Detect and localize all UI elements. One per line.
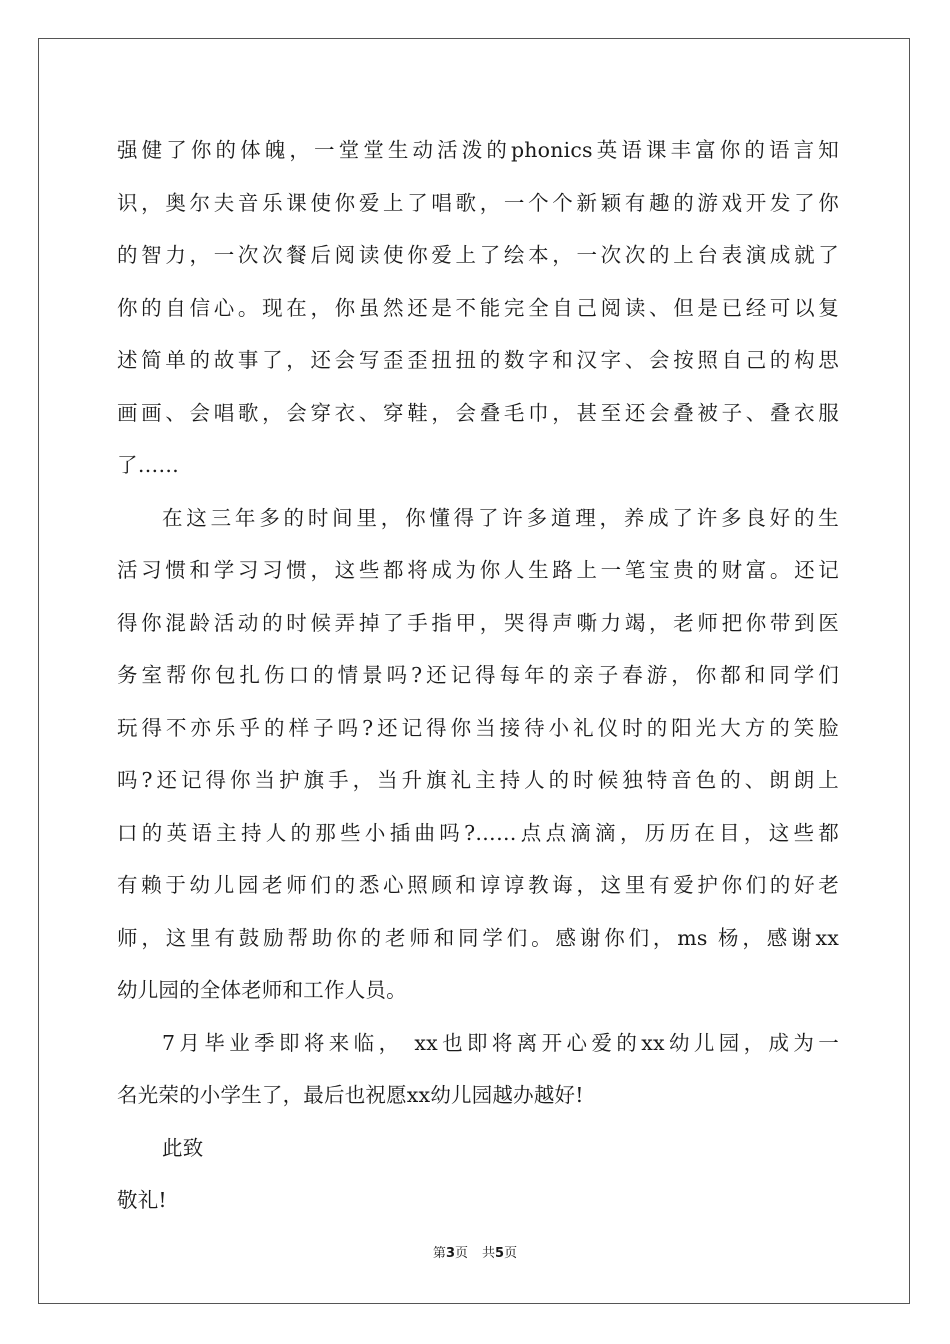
letter-body	[117, 124, 839, 1227]
page-footer	[0, 1242, 950, 1261]
text-line: 的智力，一次次餐后阅读使你爱上了绘本，一次次的上台表演成就了	[117, 243, 839, 267]
text-line: 了……	[117, 453, 180, 477]
text-line: 有赖于幼儿园老师们的悉心照顾和谆谆教诲，这里有爱护你们的好老	[117, 873, 839, 897]
text-line: 画画、会唱歌，会穿衣、穿鞋，会叠毛巾，甚至还会叠被子、叠衣服	[117, 400, 839, 425]
total-page-number: 5	[495, 1246, 505, 1261]
text-line: 7月毕业季即将来临， xx也即将离开心爱的xx幼儿园，成为一	[162, 1030, 839, 1055]
text-line: 幼儿园的全体老师和工作人员。	[117, 978, 407, 1002]
salutation-text: 敬礼!	[117, 1188, 167, 1212]
text-line: 务室帮你包扎伤口的情景吗?还记得每年的亲子春游，你都和同学们	[117, 663, 839, 687]
footer-prefix: 第	[432, 1246, 446, 1261]
text-line: 名光荣的小学生了，最后也祝愿xx幼儿园越办越好!	[117, 1083, 584, 1107]
footer-page-word: 页	[454, 1246, 468, 1261]
text-line: 识，奥尔夫音乐课使你爱上了唱歌，一个个新颖有趣的游戏开发了你	[117, 190, 839, 215]
text-line: 你的自信心。现在，你虽然还是不能完全自己阅读、但是已经可以复	[117, 295, 839, 320]
text-line: 活习惯和学习习惯，这些都将成为你人生路上一笔宝贵的财富。还记	[117, 558, 839, 582]
text-line: 吗?还记得你当护旗手，当升旗礼主持人的时候独特音色的、朗朗上	[117, 768, 839, 792]
text-line: 强健了你的体魄，一堂堂生动活泼的phonics英语课丰富你的语言知	[117, 138, 839, 162]
footer-total-suffix: 页	[504, 1246, 518, 1261]
text-line: 玩得不亦乐乎的样子吗?还记得你当接待小礼仪时的阳光大方的笑脸	[117, 715, 839, 740]
text-line: 口的英语主持人的那些小插曲吗?……点点滴滴，历历在目，这些都	[117, 820, 839, 845]
current-page-number: 3	[445, 1246, 455, 1261]
closing-text: 此致	[162, 1135, 204, 1160]
text-line: 述简单的故事了，还会写歪歪扭扭的数字和汉字、会按照自己的构思	[117, 348, 839, 372]
footer-total-prefix: 共	[482, 1246, 496, 1261]
text-line: 师，这里有鼓励帮助你的老师和同学们。感谢你们，ms 杨，感谢xx	[117, 925, 839, 950]
text-line: 在这三年多的时间里，你懂得了许多道理，养成了许多良好的生	[162, 505, 839, 530]
text-line: 得你混龄活动的时候弄掉了手指甲，哭得声嘶力竭，老师把你带到医	[117, 610, 839, 635]
